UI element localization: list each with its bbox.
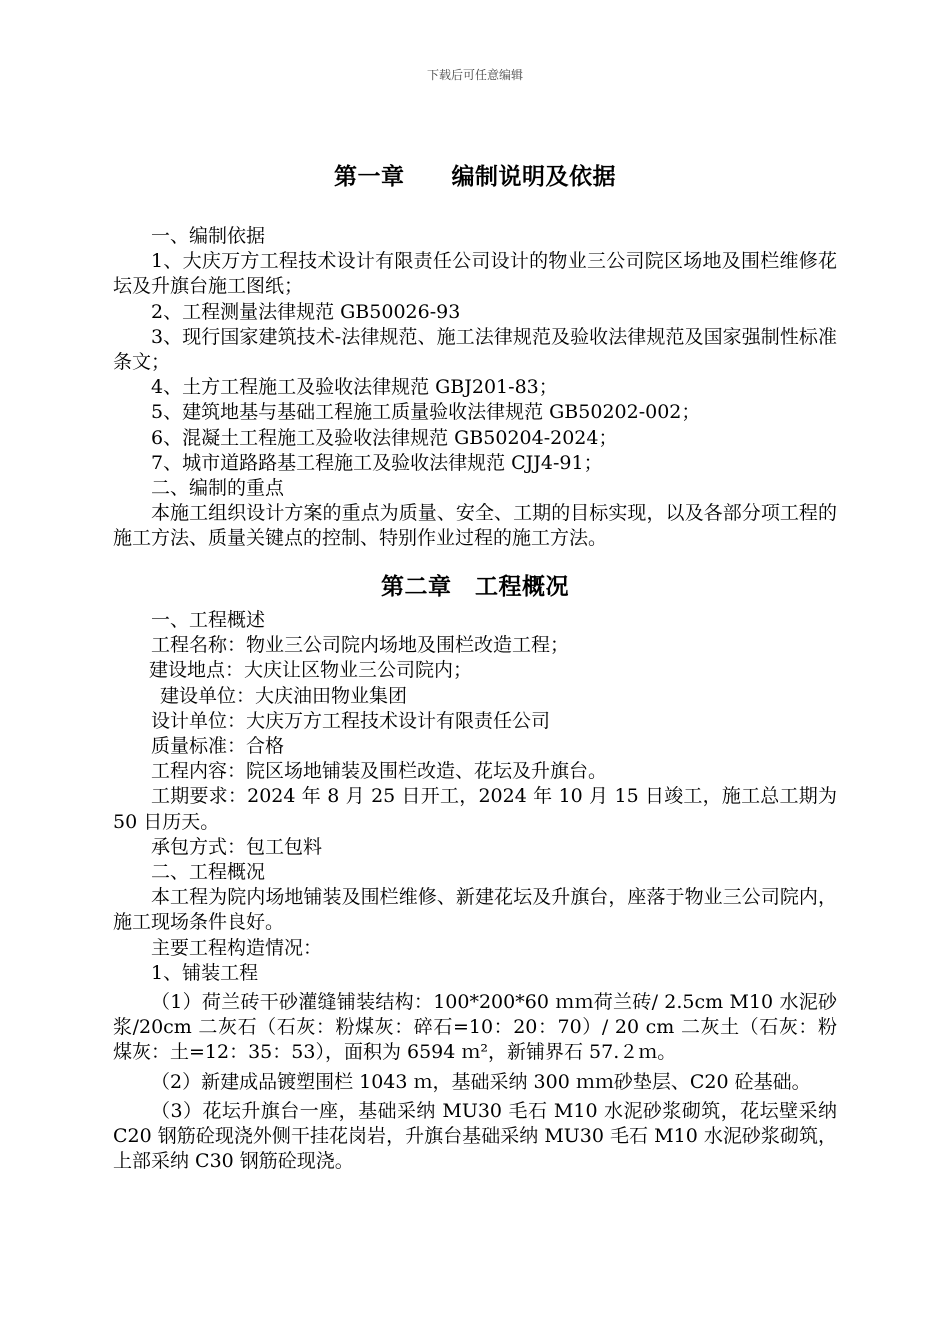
paragraph: 本施工组织设计方案的重点为质量、安全、工期的目标实现，以及各部分项工程的施工方法、质量关键点的控制、特别作业过程的施工方法。: [113, 502, 837, 550]
paragraph: （1）荷兰砖干砂灌缝铺装结构：100*200*60 ｍｍ荷兰砖/ 2.5cm M10 水泥砂浆/20cm 二灰石（石灰：粉煤灰：碎石=10：20：70）/ 20 cm 二灰土（石灰：粉煤灰：土=12：35：53），面积为 6594 ｍ²，新铺界石 57.２ｍ。: [113, 991, 837, 1064]
paragraph: 1、铺装工程: [151, 961, 259, 984]
paragraph: 建设单位：大庆油田物业集团: [160, 684, 408, 707]
section-heading: 二、工程概况: [151, 861, 266, 884]
paragraph: （3）花坛升旗台一座，基础采纳 MU30 毛石 M10 水泥砂浆砌筑，花坛壁采纳 C20 钢筋砼现浇外侧干挂花岗岩，升旗台基础采纳 MU30 毛石 M10 水泥砂浆砌筑，上部采纳 C30 钢筋砼现浇。: [113, 1099, 837, 1173]
paragraph: 主要工程构造情况：: [151, 936, 323, 959]
paragraph: 2、工程测量法律规范 GB50026-93: [151, 300, 461, 323]
chapter-1-body: [113, 224, 837, 552]
paragraph: 6、混凝土工程施工及验收法律规范 GB50204-2024；: [151, 426, 618, 449]
paragraph: 建设地点：大庆让区物业三公司院内；: [149, 659, 473, 682]
paragraph: 工程名称：物业三公司院内场地及围栏改造工程；: [151, 634, 570, 657]
chapter-2-body: [113, 608, 837, 1174]
paragraph: （2）新建成品镀塑围栏 1043 ｍ，基础采纳 300 ｍｍ砂垫层、C20 砼基础。: [151, 1070, 811, 1093]
paragraph: 5、建筑地基与基础工程施工质量验收法律规范 GB50202-002；: [151, 401, 701, 424]
paragraph: 7、城市道路路基工程施工及验收法律规范 CJJ4-91；: [151, 451, 603, 474]
paragraph: 3、现行国家建筑技术-法律规范、施工法律规范及验收法律规范及国家强制性标准条文；: [113, 325, 837, 374]
paragraph: 本工程为院内场地铺装及围栏维修、新建花坛及升旗台，座落于物业三公司院内，施工现场条件良好。: [113, 886, 837, 934]
page-header: 下载后可任意编辑: [426, 68, 523, 82]
chapter-1-title: 第一章 编制说明及依据: [334, 164, 616, 190]
paragraph: 工程内容：院区场地铺装及围栏改造、花坛及升旗台。: [151, 760, 608, 783]
paragraph: 质量标准：合格: [151, 735, 285, 758]
section-heading: 一、编制依据: [151, 225, 266, 247]
section-heading: 二、编制的重点: [151, 477, 285, 500]
section-heading: 一、工程概述: [151, 609, 266, 631]
paragraph: 承包方式：包工包料: [151, 835, 323, 858]
paragraph: 4、土方工程施工及验收法律规范 GBJ201-83；: [151, 376, 558, 399]
chapter-2-title: 第二章 工程概况: [381, 574, 569, 600]
paragraph: 1、大庆万方工程技术设计有限责任公司设计的物业三公司院区场地及围栏维修花坛及升旗台施工图纸；: [113, 250, 837, 298]
paragraph: 工期要求：2024 年 8 月 25 日开工，2024 年 10 月 15 日竣工，施工总工期为 50 日历天。: [113, 785, 837, 833]
paragraph: 设计单位：大庆万方工程技术设计有限责任公司: [151, 709, 551, 732]
